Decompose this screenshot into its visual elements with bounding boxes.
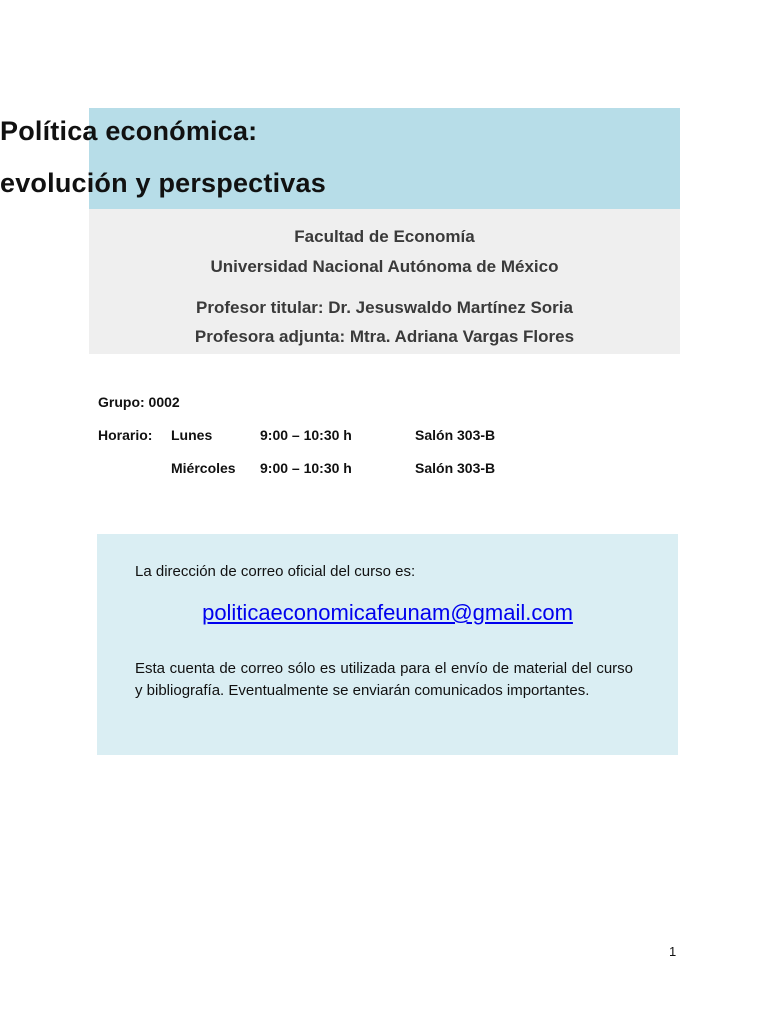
page-number: 1 bbox=[669, 944, 677, 959]
email-usage-note: Esta cuenta de correo sólo es utilizada para el envío de material del curso y bibliografía. Eventualmente se enviarán comunicados importantes. bbox=[135, 660, 633, 699]
university-name: Universidad Nacional Autónoma de México bbox=[210, 257, 559, 276]
schedule-label: Horario: bbox=[98, 427, 153, 443]
group-number: Grupo: 0002 bbox=[98, 394, 180, 410]
document-title-line-2: evolución y perspectivas bbox=[0, 168, 326, 198]
professor-titular: Profesor titular: Dr. Jesuswaldo Martínez Soria bbox=[196, 298, 573, 317]
schedule-room: Salón 303-B bbox=[415, 427, 496, 443]
professor-adjunta: Profesora adjunta: Mtra. Adriana Vargas Flores bbox=[194, 327, 575, 346]
faculty-name: Facultad de Economía bbox=[294, 227, 475, 246]
schedule-day: Lunes bbox=[171, 427, 213, 443]
schedule-time: 9:00 – 10:30 h bbox=[260, 427, 352, 443]
email-intro-text: La dirección de correo oficial del curso es: bbox=[135, 563, 416, 580]
schedule-room: Salón 303-B bbox=[415, 460, 496, 476]
schedule-day: Miércoles bbox=[171, 460, 236, 476]
document-title-line-1: Política económica: bbox=[0, 116, 258, 146]
schedule-time: 9:00 – 10:30 h bbox=[260, 460, 352, 476]
course-email-link[interactable]: politicaeconomicafeunam@gmail.com bbox=[202, 600, 573, 625]
